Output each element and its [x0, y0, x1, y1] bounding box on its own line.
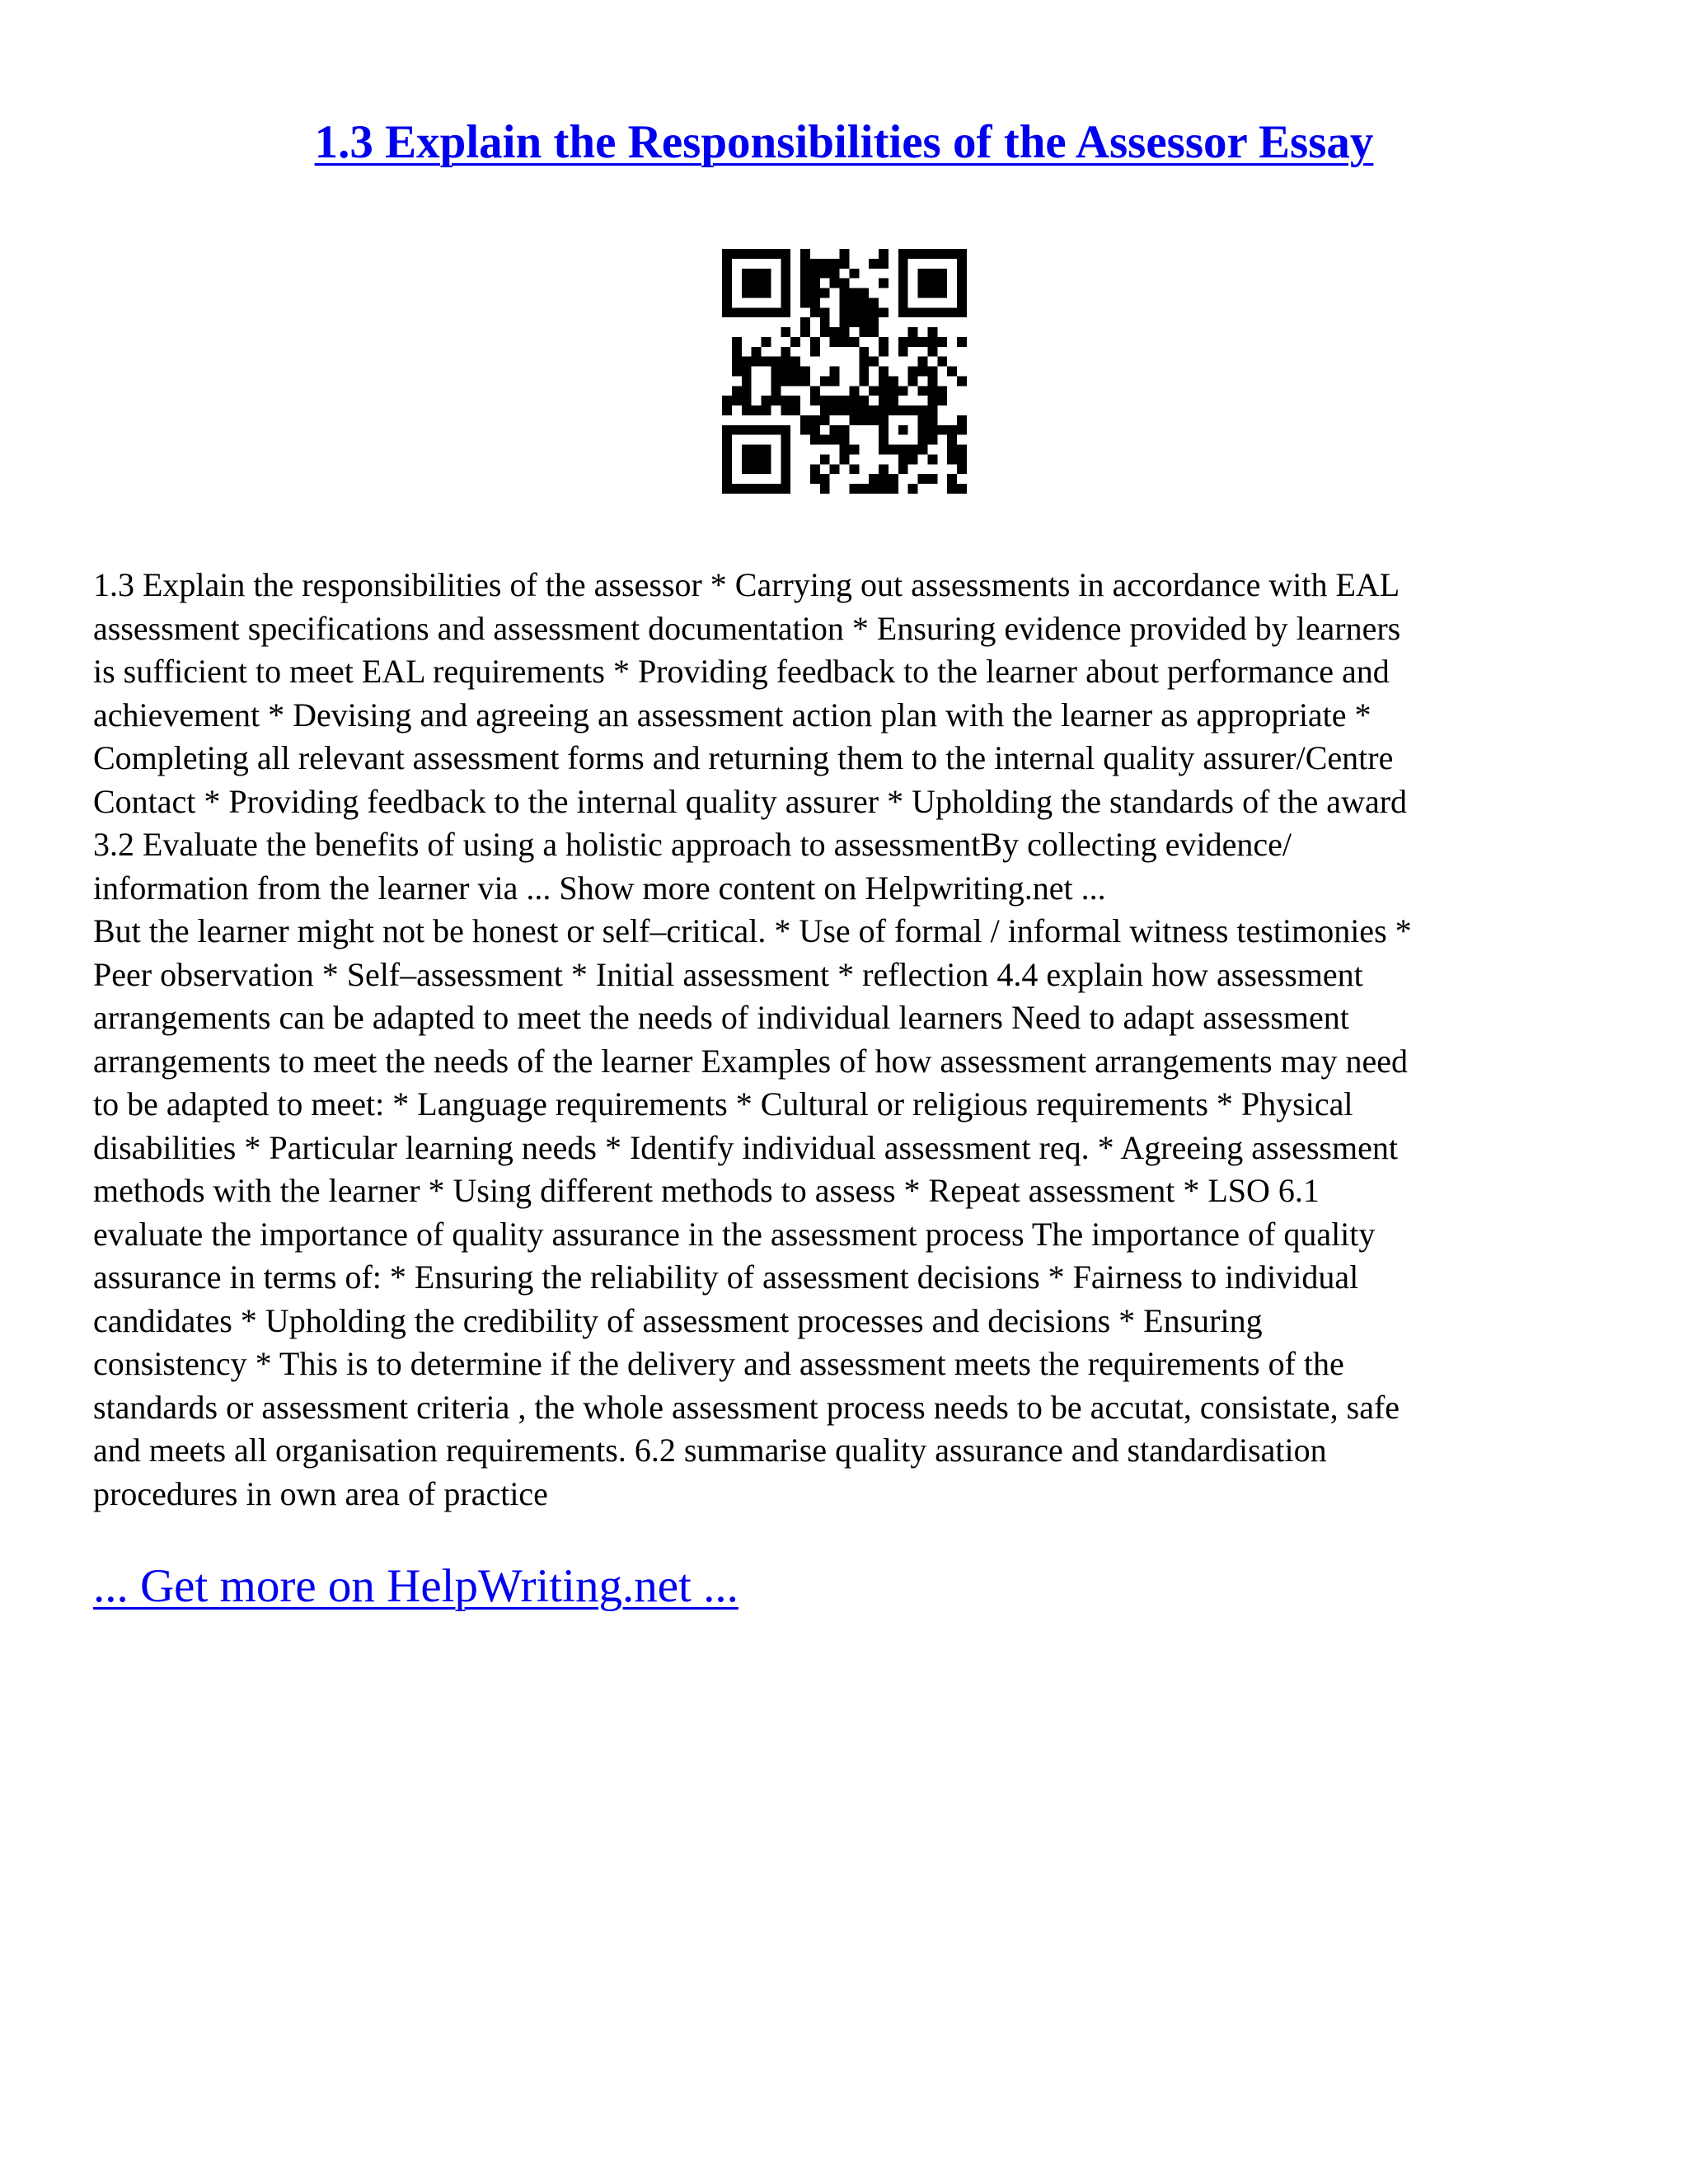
- essay-line: 1.3 Explain the responsibilities of the assessor * Carrying out assessments in accordance with EAL: [93, 566, 1400, 603]
- essay-line: 3.2 Evaluate the benefits of using a holistic approach to assessmentBy collecting evidence/: [93, 826, 1292, 863]
- essay-line: assurance in terms of: * Ensuring the reliability of assessment decisions * Fairness to individual: [93, 1258, 1359, 1296]
- essay-line: is sufficient to meet EAL requirements * Providing feedback to the learner about performance and: [93, 653, 1390, 690]
- essay-line: arrangements can be adapted to meet the needs of individual learners Need to adapt assessment: [93, 999, 1349, 1036]
- essay-line: procedures in own area of practice: [93, 1474, 548, 1512]
- essay-line: assessment specifications and assessment documentation * Ensuring evidence provided by learners: [93, 609, 1401, 647]
- essay-line: candidates * Upholding the credibility of assessment processes and decisions * Ensuring: [93, 1301, 1263, 1339]
- essay-line: information from the learner via ... Show more content on Helpwriting.net ...: [93, 869, 1106, 907]
- essay-line: and meets all organisation requirements. 6.2 summarise quality assurance and standardisation: [93, 1432, 1327, 1469]
- essay-line: Peer observation * Self–assessment * Initial assessment * reflection 4.4 explain how assessment: [93, 955, 1363, 993]
- essay-line: to be adapted to meet: * Language requirements * Cultural or religious requirements * Physical: [93, 1085, 1353, 1122]
- essay-line: arrangements to meet the needs of the learner Examples of how assessment arrangements may need: [93, 1042, 1408, 1080]
- essay-line: But the learner might not be honest or self–critical. * Use of formal / informal witness testimonies *: [93, 912, 1412, 949]
- essay-line: Completing all relevant assessment forms and returning them to the internal quality assurer/Centre: [93, 739, 1394, 776]
- essay-line: disabilities * Particular learning needs * Identify individual assessment req. * Agreeing assessment: [93, 1128, 1398, 1166]
- essay-line: evaluate the importance of quality assurance in the assessment process The importance of quality: [93, 1215, 1376, 1253]
- document-title-link[interactable]: 1.3 Explain the Responsibilities of the Assessor Essay: [314, 116, 1374, 168]
- qr-code-icon: [722, 249, 967, 494]
- essay-line: Contact * Providing feedback to the internal quality assurer * Upholding the standards of the award: [93, 782, 1408, 820]
- get-more-link[interactable]: ... Get more on HelpWriting.net ...: [93, 1560, 738, 1612]
- essay-body: [93, 564, 1601, 1516]
- essay-line: methods with the learner * Using different methods to assess * Repeat assessment * LSO 6.1: [93, 1172, 1320, 1209]
- essay-line: achievement * Devising and agreeing an assessment action plan with the learner as appropriate *: [93, 696, 1372, 733]
- essay-line: consistency * This is to determine if the delivery and assessment meets the requirements of the: [93, 1345, 1344, 1382]
- essay-line: standards or assessment criteria , the whole assessment process needs to be accutat, consistate, safe: [93, 1388, 1400, 1426]
